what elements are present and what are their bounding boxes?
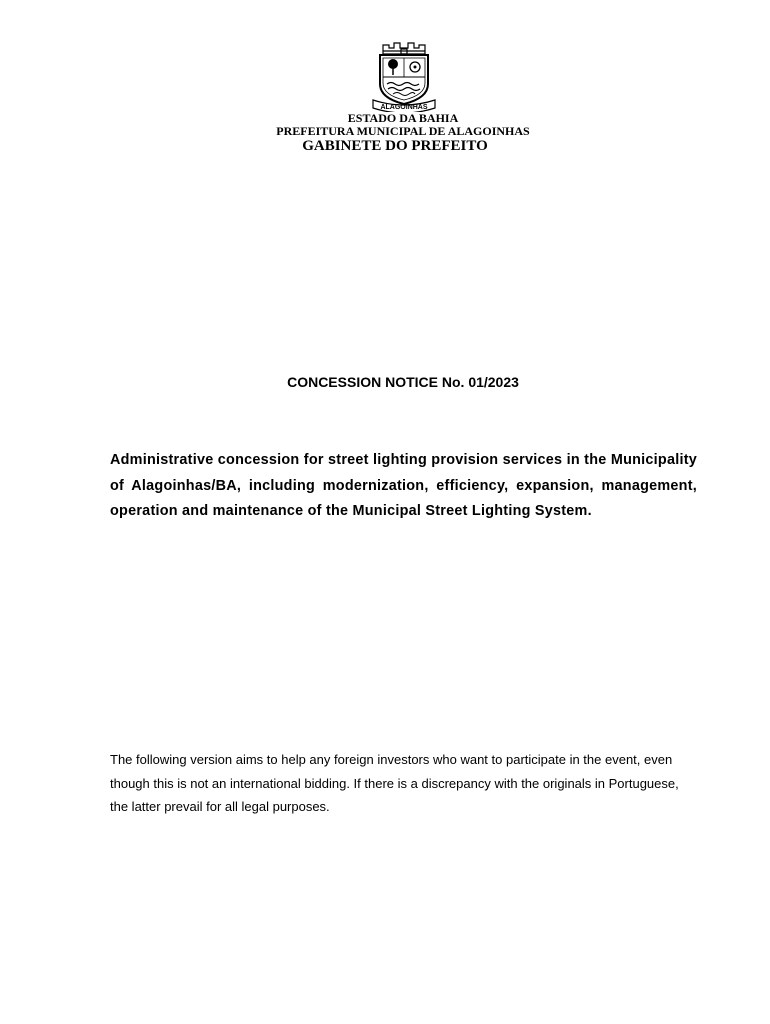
translation-disclaimer-paragraph: The following version aims to help any foreign investors who want to participate in the event, even though this is not an international bidding. If there is a discrepancy with the originals in Portuguese, the latter prevail for all legal purposes. — [110, 752, 679, 814]
municipal-crest-logo — [371, 40, 437, 112]
crest-banner-text: ALAGOINHAS — [380, 104, 428, 111]
concession-object-paragraph: Administrative concession for street lighting provision services in the Municipality of Alagoinhas/BA, including modernization, efficiency, expansion, management, operation and maintenance of the Municipal Street Lighting System. — [110, 452, 697, 519]
state-heading: ESTADO DA BAHIA — [347, 111, 459, 125]
prefecture-heading: PREFEITURA MUNICIPAL DE ALAGOINHAS — [276, 124, 530, 138]
office-heading: GABINETE DO PREFEITO — [302, 138, 488, 154]
notice-title: CONCESSION NOTICE No. 01/2023 — [287, 374, 519, 390]
